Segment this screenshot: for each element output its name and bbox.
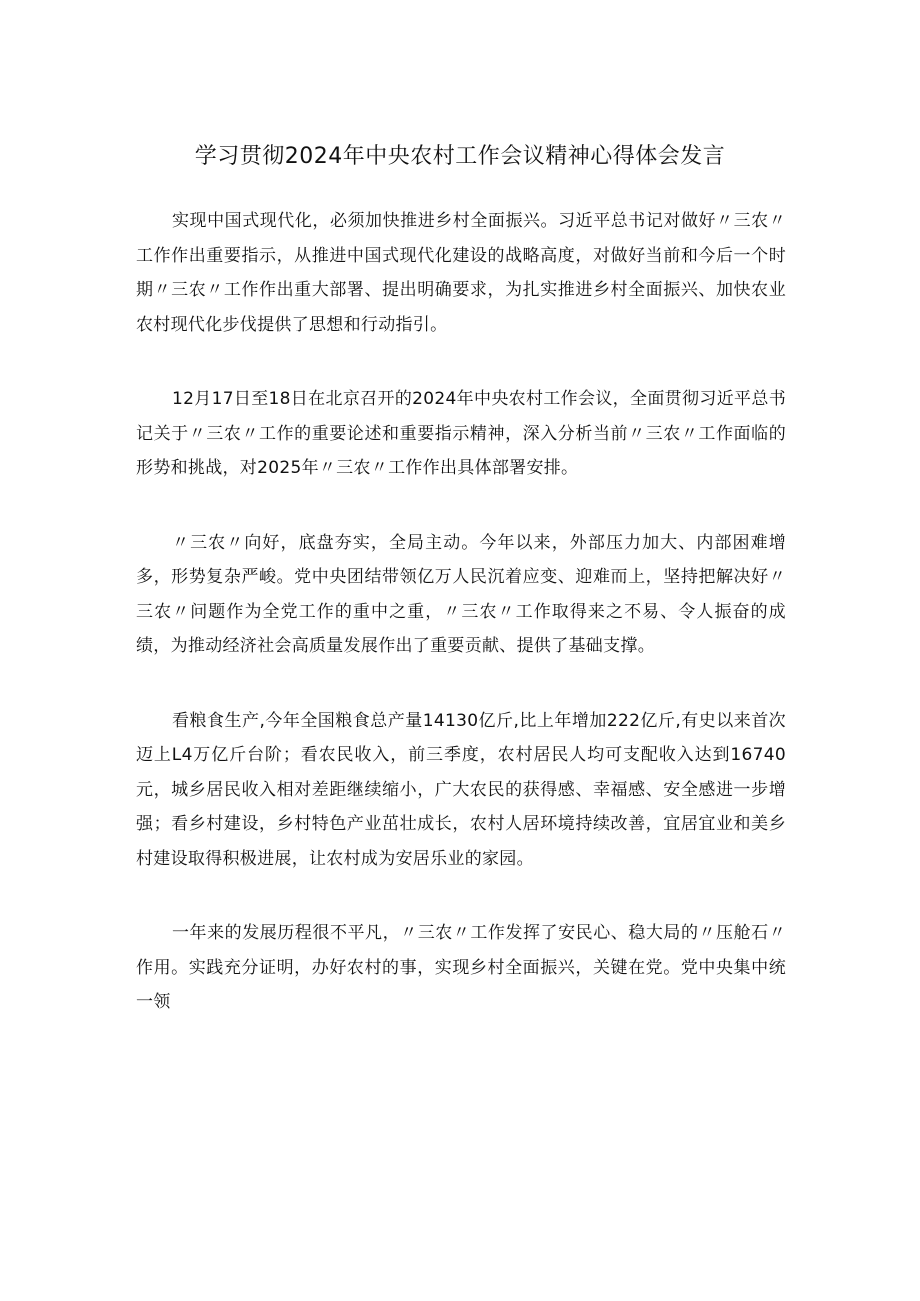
paragraph-5: 一年来的发展历程很不平凡，〃三农〃工作发挥了安民心、稳大局的〃压舱石〃作用。实践充分证明，办好农村的事，实现乡村全面振兴，关键在党。党中央集中统一领 (136, 923, 786, 1012)
document-body (136, 204, 786, 1060)
paragraph-1: 实现中国式现代化，必须加快推进乡村全面振兴。习近平总书记对做好〃三农〃工作作出重要指示，从推进中国式现代化建设的战略高度，对做好当前和今后一个时期〃三农〃工作作出重大部署、提出明确要求，为扎实推进乡村全面振兴、加快农业农村现代化步伐提供了思想和行动指引。 (136, 211, 786, 335)
document-title: 学习贯彻2024年中央农村工作会议精神心得体会发言 (194, 144, 726, 169)
paragraph-3: 〃三农〃向好，底盘夯实，全局主动。今年以来，外部压力加大、内部困难增多，形势复杂严峻。党中央团结带领亿万人民沉着应变、迎难而上，坚持把解决好〃三农〃问题作为全党工作的重中之重，〃三农〃工作取得来之不易、令人振奋的成绩，为推动经济社会高质量发展作出了重要贡献、提供了基础支撑。 (136, 532, 786, 656)
paragraph-4: 看粮食生产,今年全国粮食总产量14130亿斤,比上年增加222亿斤,有史以来首次迈上L4万亿斤台阶；看农民收入，前三季度，农村居民人均可支配收入达到16740元，城乡居民收入相对差距继续缩小，广大农民的获得感、幸福感、安全感进一步增强；看乡村建设，乡村特色产业茁壮成长，农村人居环境持续改善，宜居宜业和美乡村建设取得积极进展，让农村成为安居乐业的家园。 (136, 710, 786, 869)
paragraph-2: 12月17日至18日在北京召开的2024年中央农村工作会议，全面贯彻习近平总书记关于〃三农〃工作的重要论述和重要指示精神，深入分析当前〃三农〃工作面临的形势和挑战，对2025年〃三农〃工作作出具体部署安排。 (136, 389, 786, 478)
